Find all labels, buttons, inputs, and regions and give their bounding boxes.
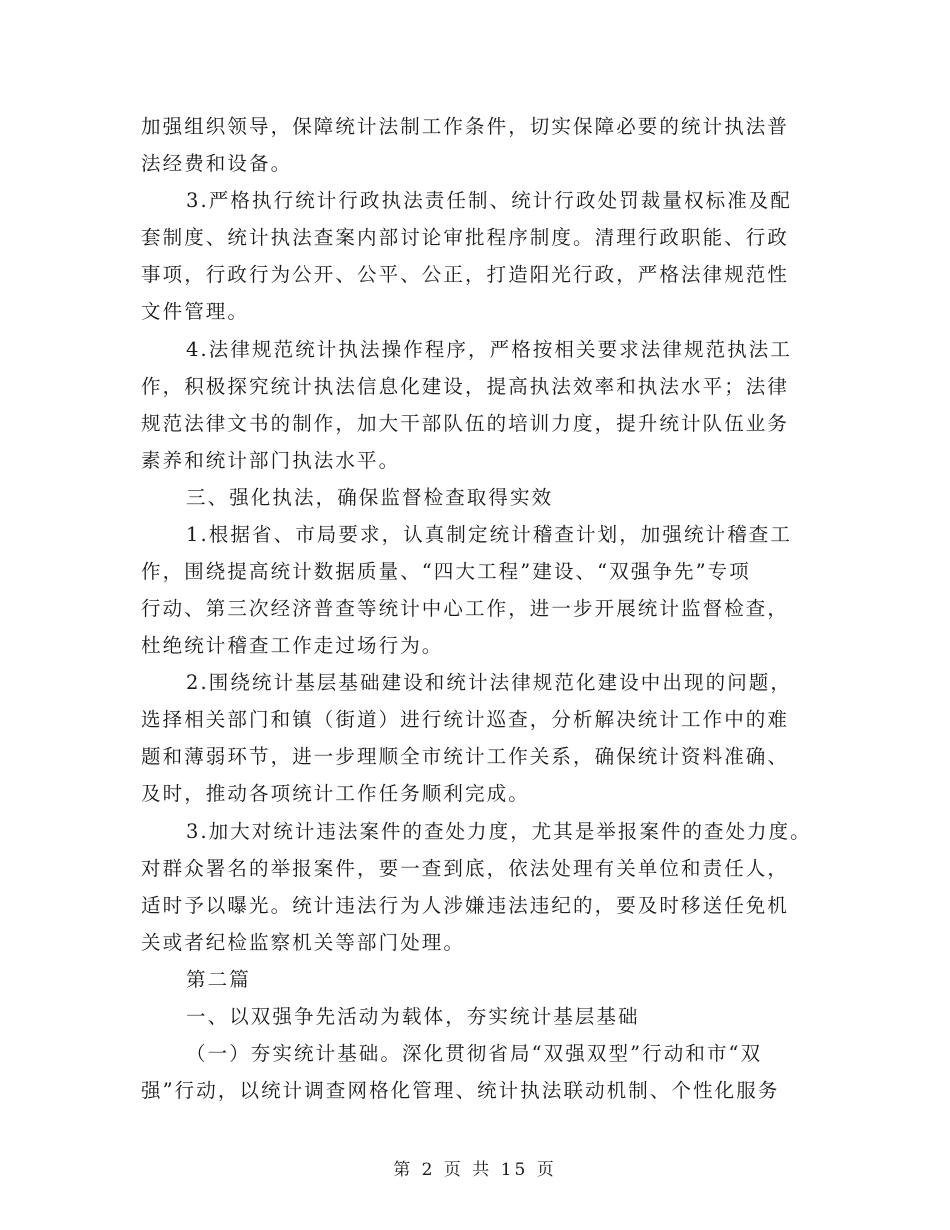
paragraph-line: 3.加大对统计违法案件的查处力度，尤其是举报案件的查处力度。: [186, 820, 812, 843]
text-line: 作，围绕提高统计数据质量、“四大工程”建设、“双强争先”专项: [141, 560, 751, 583]
text-line: 规范法律文书的制作，加大干部队伍的培训力度，提升统计队伍业务: [141, 412, 790, 435]
section-heading: 一、以双强争先活动为载体，夯实统计基层基础: [186, 1005, 640, 1028]
text-line: 对群众署名的举报案件，要一查到底，依法处理有关单位和责任人，: [141, 857, 790, 880]
text-line: 及时，推动各项统计工作任务顺利完成。: [141, 782, 530, 805]
text-line: 题和薄弱环节，进一步理顺全市统计工作关系，确保统计资料准确、: [141, 745, 790, 768]
text-line: 加强组织领导，保障统计法制工作条件，切实保障必要的统计执法普: [141, 115, 790, 138]
paragraph-line: 1.根据省、市局要求，认真制定统计稽查计划，加强统计稽查工: [186, 523, 793, 546]
text-line: 法经费和设备。: [141, 152, 293, 175]
paragraph-line: 3.严格执行统计行政执法责任制、统计行政处罚裁量权标准及配: [186, 189, 793, 212]
text-line: 适时予以曝光。统计违法行为人涉嫌违法违纪的，要及时移送任免机: [141, 894, 790, 917]
text-line: 文件管理。: [141, 300, 250, 323]
text-line: 关或者纪检监察机关等部门处理。: [141, 931, 466, 954]
text-line: 强”行动，以统计调查网格化管理、统计执法联动机制、个性化服务: [141, 1079, 780, 1102]
page-footer: 第 2 页 共 15 页: [393, 1160, 557, 1180]
text-line: 行动、第三次经济普查等统计中心工作，进一步开展统计监督检查，: [141, 597, 790, 620]
paragraph-line: （一）夯实统计基础。深化贯彻省局“双强双型”行动和市“双: [186, 1042, 763, 1065]
paragraph-line: 2.围绕统计基层基础建设和统计法律规范化建设中出现的问题，: [186, 671, 793, 694]
text-line: 作，积极探究统计执法信息化建设，提高执法效率和执法水平；法律: [141, 375, 790, 398]
section-heading: 三、强化执法，确保监督检查取得实效: [186, 486, 554, 509]
text-line: 素养和统计部门执法水平。: [141, 449, 401, 472]
text-line: 选择相关部门和镇（街道）进行统计巡查，分析解决统计工作中的难: [141, 708, 790, 731]
part-heading: 第二篇: [186, 968, 251, 991]
text-line: 套制度、统计执法查案内部讨论审批程序制度。清理行政职能、行政: [141, 226, 790, 249]
text-line: 事项，行政行为公开、公平、公正，打造阳光行政，严格法律规范性: [141, 263, 790, 286]
paragraph-line: 4.法律规范统计执法操作程序，严格按相关要求法律规范执法工: [186, 338, 793, 361]
text-line: 杜绝统计稽查工作走过场行为。: [141, 634, 444, 657]
